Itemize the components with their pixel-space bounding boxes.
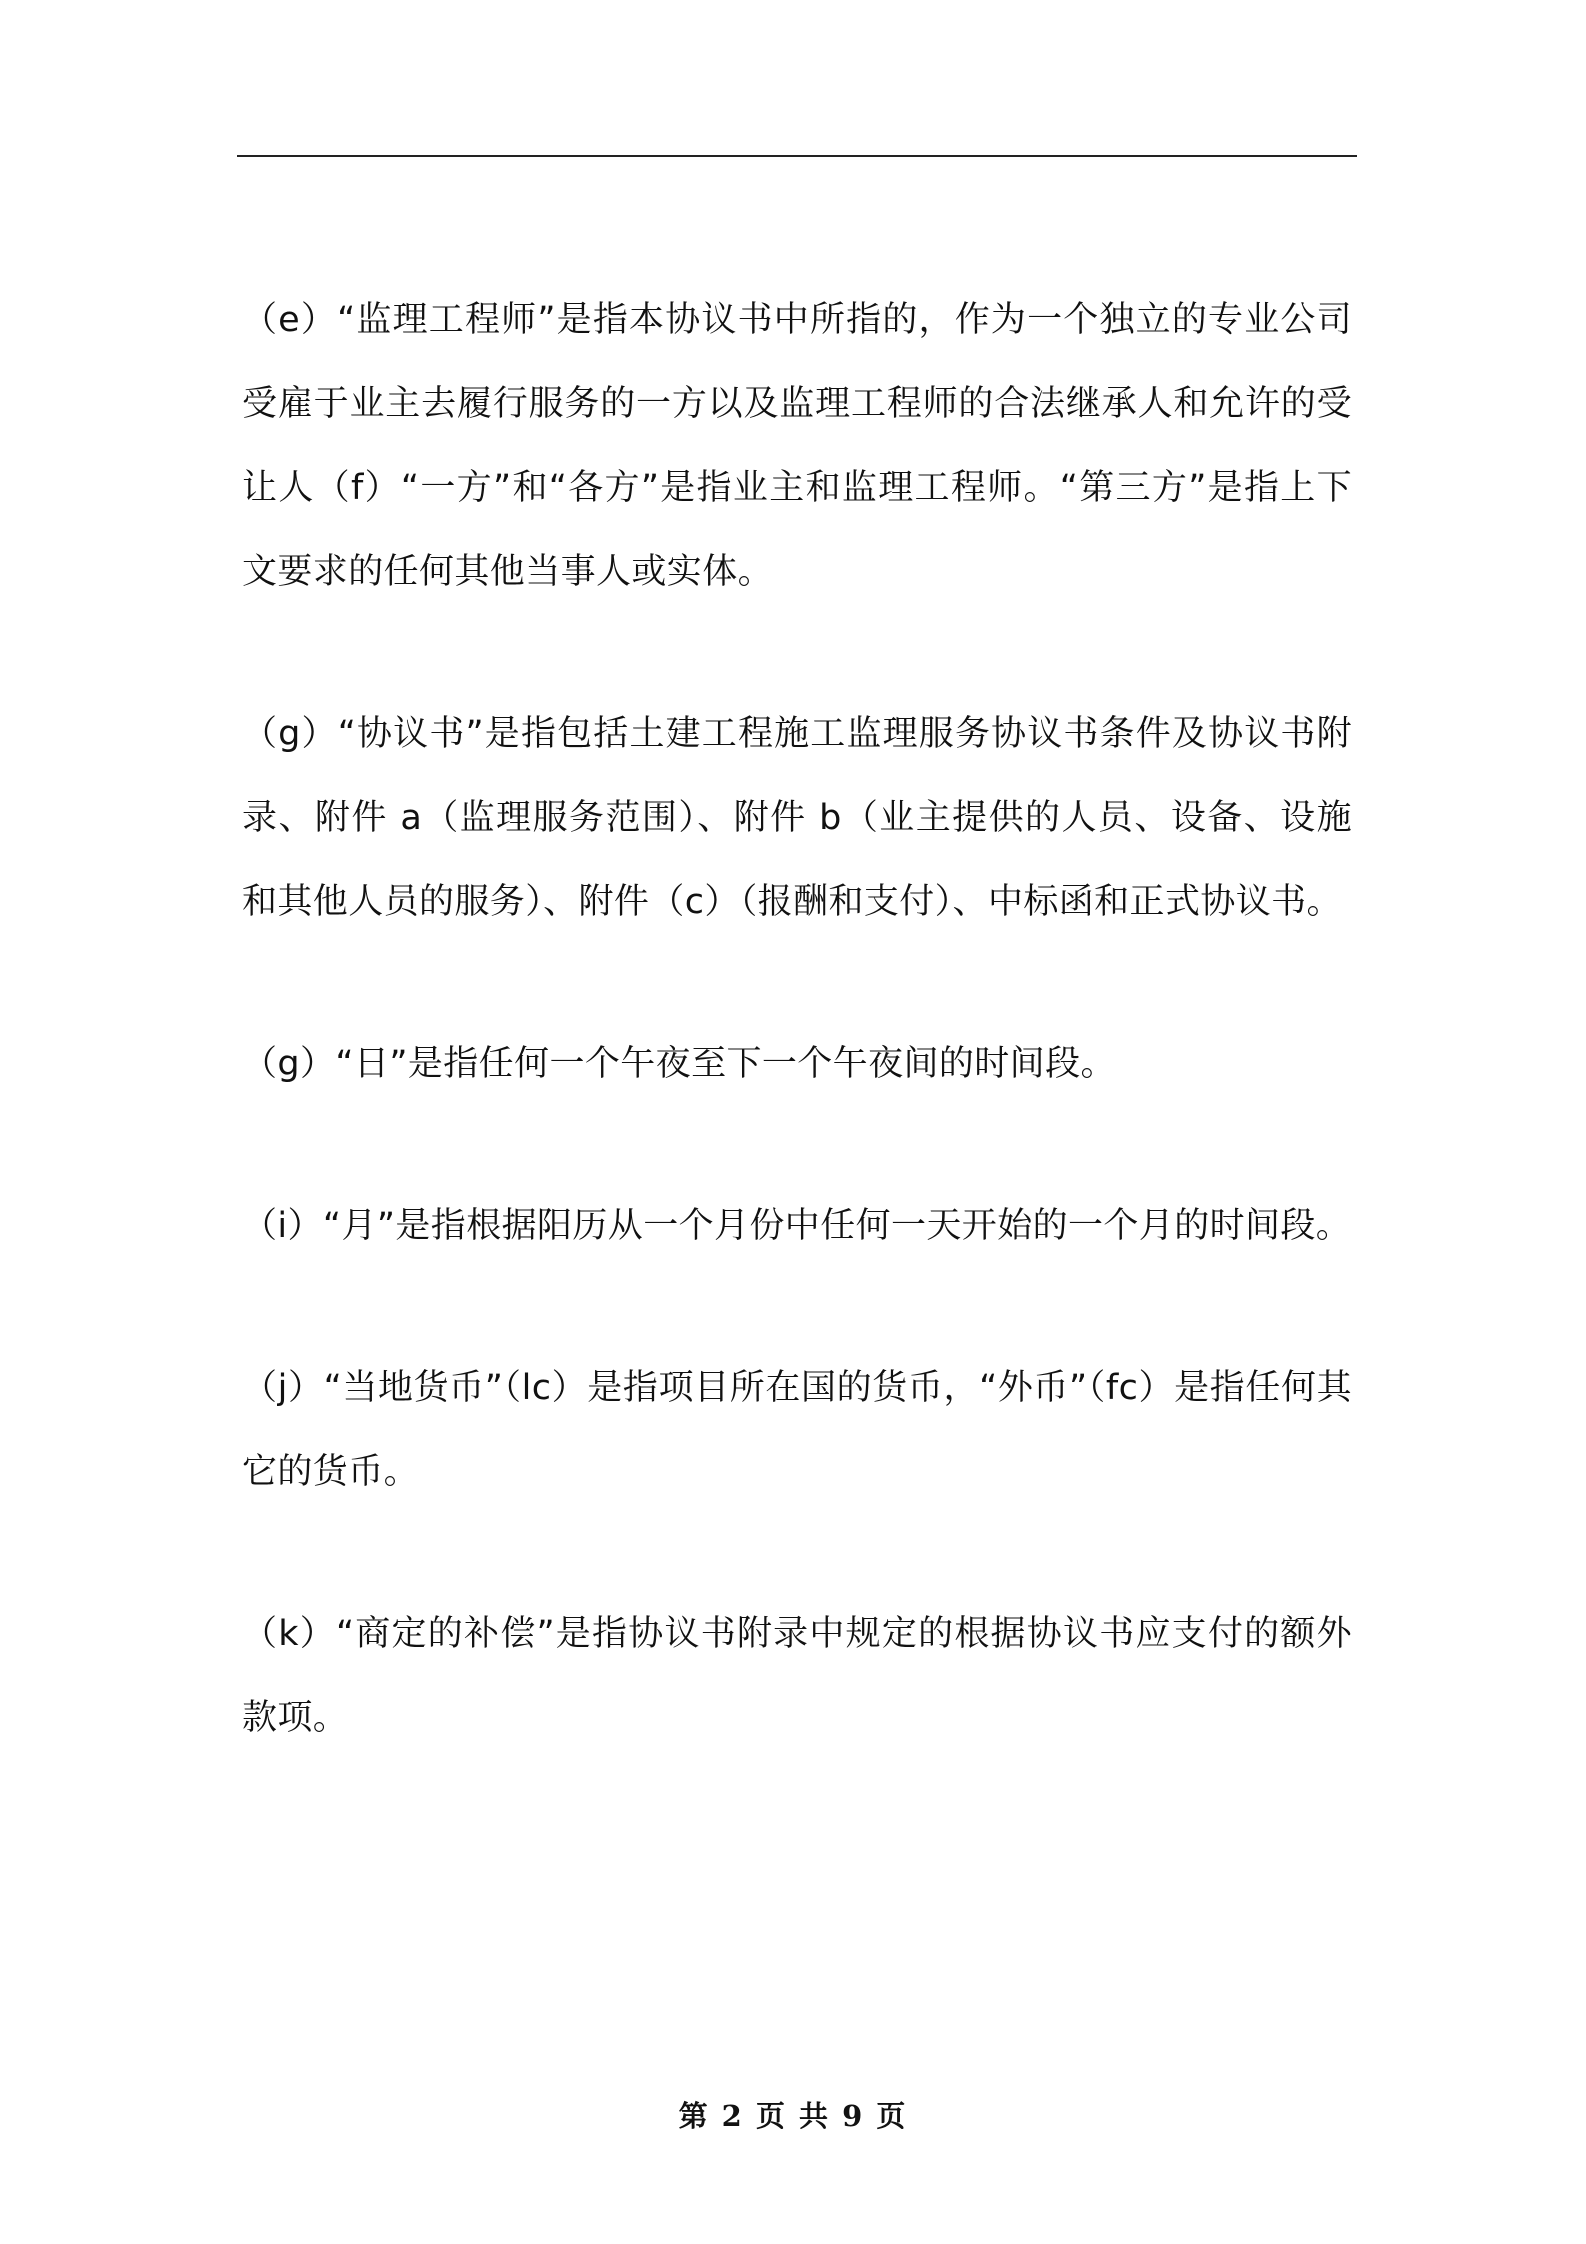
document-body: [242, 278, 1352, 1760]
definition-paragraph-compensation: （k）“商定的补偿”是指协议书附录中规定的根据协议书应支付的额外款项。: [242, 1614, 1352, 1738]
header-divider: [237, 155, 1357, 157]
definition-paragraph-month: （i）“月”是指根据阳历从一个月份中任何一天开始的一个月的时间段。: [242, 1206, 1352, 1246]
definition-paragraph-e-f: （e）“监理工程师”是指本协议书中所指的，作为一个独立的专业公司受雇于业主去履行服务的一方以及监理工程师的合法继承人和允许的受让人（f）“一方”和“各方”是指业主和监理工程师。“第三方”是指上下文要求的任何其他当事人或实体。: [242, 300, 1352, 592]
definition-paragraph-agreement: （g）“协议书”是指包括土建工程施工监理服务协议书条件及协议书附录、附件 a（监理服务范围）、附件 b（业主提供的人员、设备、设施和其他人员的服务）、附件（c）（报酬和支付）、中标函和正式协议书。: [242, 714, 1352, 922]
definition-paragraph-currency: （j）“当地货币”（lc）是指项目所在国的货币，“外币”（fc）是指任何其它的货币。: [242, 1368, 1352, 1492]
definition-paragraph-day: （g）“日”是指任何一个午夜至下一个午夜间的时间段。: [242, 1044, 1116, 1084]
page-number: 第 2 页 共 9 页: [678, 2099, 908, 2133]
